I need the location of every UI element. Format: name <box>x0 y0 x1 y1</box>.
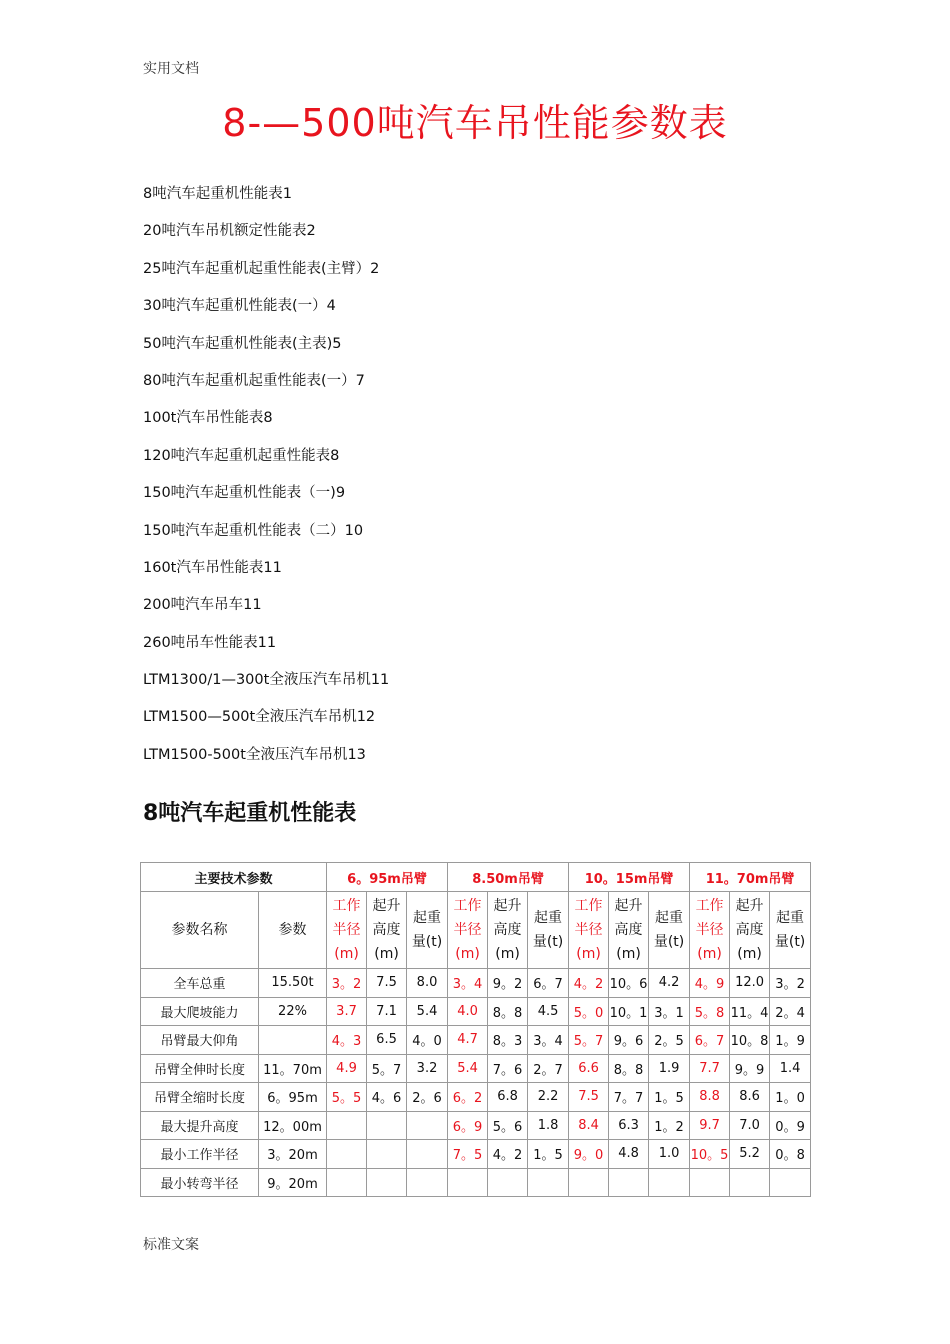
data-cell <box>327 1140 367 1169</box>
data-cell: 2。7 <box>528 1054 569 1083</box>
column-header: 起重量(t) <box>770 892 811 969</box>
data-cell <box>730 1168 770 1197</box>
data-cell <box>407 1111 448 1140</box>
data-cell: 7。5 <box>448 1140 488 1169</box>
table-header-row <box>141 863 811 892</box>
toc-item[interactable]: 100t汽车吊性能表8 <box>143 410 273 427</box>
column-header: 工作半径(m) <box>327 892 367 969</box>
data-cell <box>649 1168 690 1197</box>
data-cell: 6.3 <box>609 1111 649 1140</box>
data-cell <box>367 1140 407 1169</box>
param-value-cell: 12。00m <box>259 1111 327 1140</box>
toc-item[interactable]: 150吨汽车起重机性能表（一)9 <box>143 485 346 502</box>
param-name-cell: 吊臂全缩时长度 <box>141 1083 259 1112</box>
column-header: 工作半径(m) <box>569 892 609 969</box>
data-cell: 4。2 <box>488 1140 528 1169</box>
data-cell: 1。9 <box>770 1026 811 1055</box>
boom-header: 8.50m吊臂 <box>448 863 569 892</box>
boom-header: 11。70m吊臂 <box>690 863 811 892</box>
data-cell: 2。5 <box>649 1026 690 1055</box>
table-row <box>141 1168 811 1197</box>
data-cell: 4.8 <box>609 1140 649 1169</box>
param-name-cell: 最大提升高度 <box>141 1111 259 1140</box>
column-header: 起重量(t) <box>528 892 569 969</box>
column-header: 起升高度(m) <box>367 892 407 969</box>
data-cell: 10。5 <box>690 1140 730 1169</box>
data-cell <box>327 1168 367 1197</box>
table-subheader-row <box>141 892 811 969</box>
toc-item[interactable]: 20吨汽车吊机额定性能表2 <box>143 223 316 240</box>
data-cell: 8.0 <box>407 969 448 998</box>
data-cell: 4.7 <box>448 1026 488 1055</box>
data-cell <box>327 1111 367 1140</box>
data-cell: 3。1 <box>649 997 690 1026</box>
data-cell: 3.2 <box>407 1054 448 1083</box>
table-row <box>141 1054 811 1083</box>
column-header: 起升高度(m) <box>730 892 770 969</box>
data-cell: 5。6 <box>488 1111 528 1140</box>
toc-item[interactable]: 25吨汽车起重机起重性能表(主臂）2 <box>143 260 380 277</box>
column-header: 起升高度(m) <box>488 892 528 969</box>
data-cell: 5.4 <box>407 997 448 1026</box>
param-value-cell: 6。95m <box>259 1083 327 1112</box>
table-row <box>141 1083 811 1112</box>
param-value-cell: 9。20m <box>259 1168 327 1197</box>
column-header: 工作半径(m) <box>690 892 730 969</box>
data-cell <box>690 1168 730 1197</box>
data-cell: 8.8 <box>690 1083 730 1112</box>
data-cell <box>367 1111 407 1140</box>
param-value-cell: 3。20m <box>259 1140 327 1169</box>
data-cell: 1。5 <box>528 1140 569 1169</box>
data-cell: 8。3 <box>488 1026 528 1055</box>
data-cell: 2。6 <box>407 1083 448 1112</box>
data-cell: 5。5 <box>327 1083 367 1112</box>
data-cell: 8。8 <box>488 997 528 1026</box>
data-cell <box>367 1168 407 1197</box>
data-cell: 6。2 <box>448 1083 488 1112</box>
param-name-cell: 全车总重 <box>141 969 259 998</box>
data-cell: 8。8 <box>609 1054 649 1083</box>
data-cell: 7.5 <box>367 969 407 998</box>
data-cell: 4.0 <box>448 997 488 1026</box>
data-cell: 8.4 <box>569 1111 609 1140</box>
param-value-cell <box>259 1026 327 1055</box>
data-cell: 4。6 <box>367 1083 407 1112</box>
data-cell: 3。2 <box>327 969 367 998</box>
data-cell: 1.8 <box>528 1111 569 1140</box>
document-title: 8-—500吨汽车吊性能参数表 <box>222 101 728 145</box>
toc-item[interactable]: LTM1300/1—300t全液压汽车吊机11 <box>143 672 390 689</box>
param-name-cell: 吊臂全伸时长度 <box>141 1054 259 1083</box>
data-cell: 7。7 <box>609 1083 649 1112</box>
table-of-contents <box>143 184 389 782</box>
data-cell: 6。7 <box>528 969 569 998</box>
data-cell: 2.2 <box>528 1083 569 1112</box>
data-cell: 7。6 <box>488 1054 528 1083</box>
data-cell: 0。8 <box>770 1140 811 1169</box>
boom-header: 6。95m吊臂 <box>327 863 448 892</box>
toc-item[interactable]: 200吨汽车吊车11 <box>143 597 262 614</box>
toc-item[interactable]: 30吨汽车起重机性能表(一）4 <box>143 298 336 315</box>
data-cell: 6。9 <box>448 1111 488 1140</box>
data-cell: 4.2 <box>649 969 690 998</box>
toc-item[interactable]: LTM1500-500t全液压汽车吊机13 <box>143 746 366 763</box>
data-cell: 10。6 <box>609 969 649 998</box>
data-cell: 4。3 <box>327 1026 367 1055</box>
data-cell: 0。9 <box>770 1111 811 1140</box>
data-cell: 1.9 <box>649 1054 690 1083</box>
boom-header: 10。15m吊臂 <box>569 863 690 892</box>
toc-item[interactable]: 80吨汽车起重机起重性能表(一）7 <box>143 372 365 389</box>
data-cell: 9。6 <box>609 1026 649 1055</box>
data-cell: 3。4 <box>528 1026 569 1055</box>
data-cell: 8.6 <box>730 1083 770 1112</box>
toc-item[interactable]: 50吨汽车起重机性能表(主表)5 <box>143 335 342 352</box>
table-row <box>141 969 811 998</box>
data-cell: 6.5 <box>367 1026 407 1055</box>
data-cell: 1。2 <box>649 1111 690 1140</box>
data-cell <box>528 1168 569 1197</box>
data-cell: 4。2 <box>569 969 609 998</box>
param-value-cell: 11。70m <box>259 1054 327 1083</box>
table-row <box>141 1026 811 1055</box>
data-cell: 5。7 <box>569 1026 609 1055</box>
data-cell <box>609 1168 649 1197</box>
param-name-cell: 吊臂最大仰角 <box>141 1026 259 1055</box>
table-row <box>141 997 811 1026</box>
data-cell <box>770 1168 811 1197</box>
data-cell <box>407 1140 448 1169</box>
data-cell: 6.8 <box>488 1083 528 1112</box>
column-header: 工作半径(m) <box>448 892 488 969</box>
data-cell: 5。7 <box>367 1054 407 1083</box>
data-cell: 2。4 <box>770 997 811 1026</box>
toc-item[interactable]: 150吨汽车起重机性能表（二）10 <box>143 522 364 539</box>
data-cell: 1。0 <box>770 1083 811 1112</box>
toc-item[interactable]: LTM1500—500t全液压汽车吊机12 <box>143 709 376 726</box>
data-cell: 3.7 <box>327 997 367 1026</box>
data-cell: 4。0 <box>407 1026 448 1055</box>
toc-item[interactable]: 260吨吊车性能表11 <box>143 634 277 651</box>
section-title: 8吨汽车起重机性能表 <box>143 801 357 826</box>
data-cell <box>488 1168 528 1197</box>
toc-item[interactable]: 160t汽车吊性能表11 <box>143 559 282 576</box>
param-name-cell: 最小转弯半径 <box>141 1168 259 1197</box>
data-cell: 6。7 <box>690 1026 730 1055</box>
data-cell: 3。4 <box>448 969 488 998</box>
column-header: 起重量(t) <box>649 892 690 969</box>
data-cell: 4.9 <box>327 1054 367 1083</box>
param-name-cell: 最大爬坡能力 <box>141 997 259 1026</box>
data-cell: 6.6 <box>569 1054 609 1083</box>
data-cell: 5。8 <box>690 997 730 1026</box>
page-footer-note: 标准文案 <box>143 1237 199 1253</box>
data-cell: 9。9 <box>730 1054 770 1083</box>
data-cell: 7.7 <box>690 1054 730 1083</box>
toc-item[interactable]: 120吨汽车起重机起重性能表8 <box>143 447 340 464</box>
data-cell: 1.4 <box>770 1054 811 1083</box>
data-cell: 9.7 <box>690 1111 730 1140</box>
column-header: 起重量(t) <box>407 892 448 969</box>
table-row <box>141 1111 811 1140</box>
data-cell <box>569 1168 609 1197</box>
column-header: 起升高度(m) <box>609 892 649 969</box>
data-cell: 11。4 <box>730 997 770 1026</box>
data-cell <box>407 1168 448 1197</box>
data-cell: 4。9 <box>690 969 730 998</box>
data-cell: 12.0 <box>730 969 770 998</box>
crane-spec-table <box>140 862 811 1197</box>
param-name-header: 参数名称 <box>141 892 259 969</box>
data-cell: 9。0 <box>569 1140 609 1169</box>
toc-item[interactable]: 8吨汽车起重机性能表1 <box>143 186 292 202</box>
data-cell: 7.1 <box>367 997 407 1026</box>
data-cell: 1.0 <box>649 1140 690 1169</box>
data-cell: 10。8 <box>730 1026 770 1055</box>
data-cell: 5.2 <box>730 1140 770 1169</box>
param-value-cell: 22% <box>259 997 327 1026</box>
data-cell: 1。5 <box>649 1083 690 1112</box>
data-cell: 3。2 <box>770 969 811 998</box>
data-cell: 7.5 <box>569 1083 609 1112</box>
data-cell: 7.0 <box>730 1111 770 1140</box>
data-cell: 5。0 <box>569 997 609 1026</box>
table-row <box>141 1140 811 1169</box>
main-params-header: 主要技术参数 <box>141 863 327 892</box>
data-cell: 5.4 <box>448 1054 488 1083</box>
data-cell: 10。1 <box>609 997 649 1026</box>
data-cell <box>448 1168 488 1197</box>
param-value-cell: 15.50t <box>259 969 327 998</box>
page-header-note: 实用文档 <box>143 61 199 77</box>
data-cell: 4.5 <box>528 997 569 1026</box>
param-value-header: 参数 <box>259 892 327 969</box>
data-cell: 9。2 <box>488 969 528 998</box>
param-name-cell: 最小工作半径 <box>141 1140 259 1169</box>
